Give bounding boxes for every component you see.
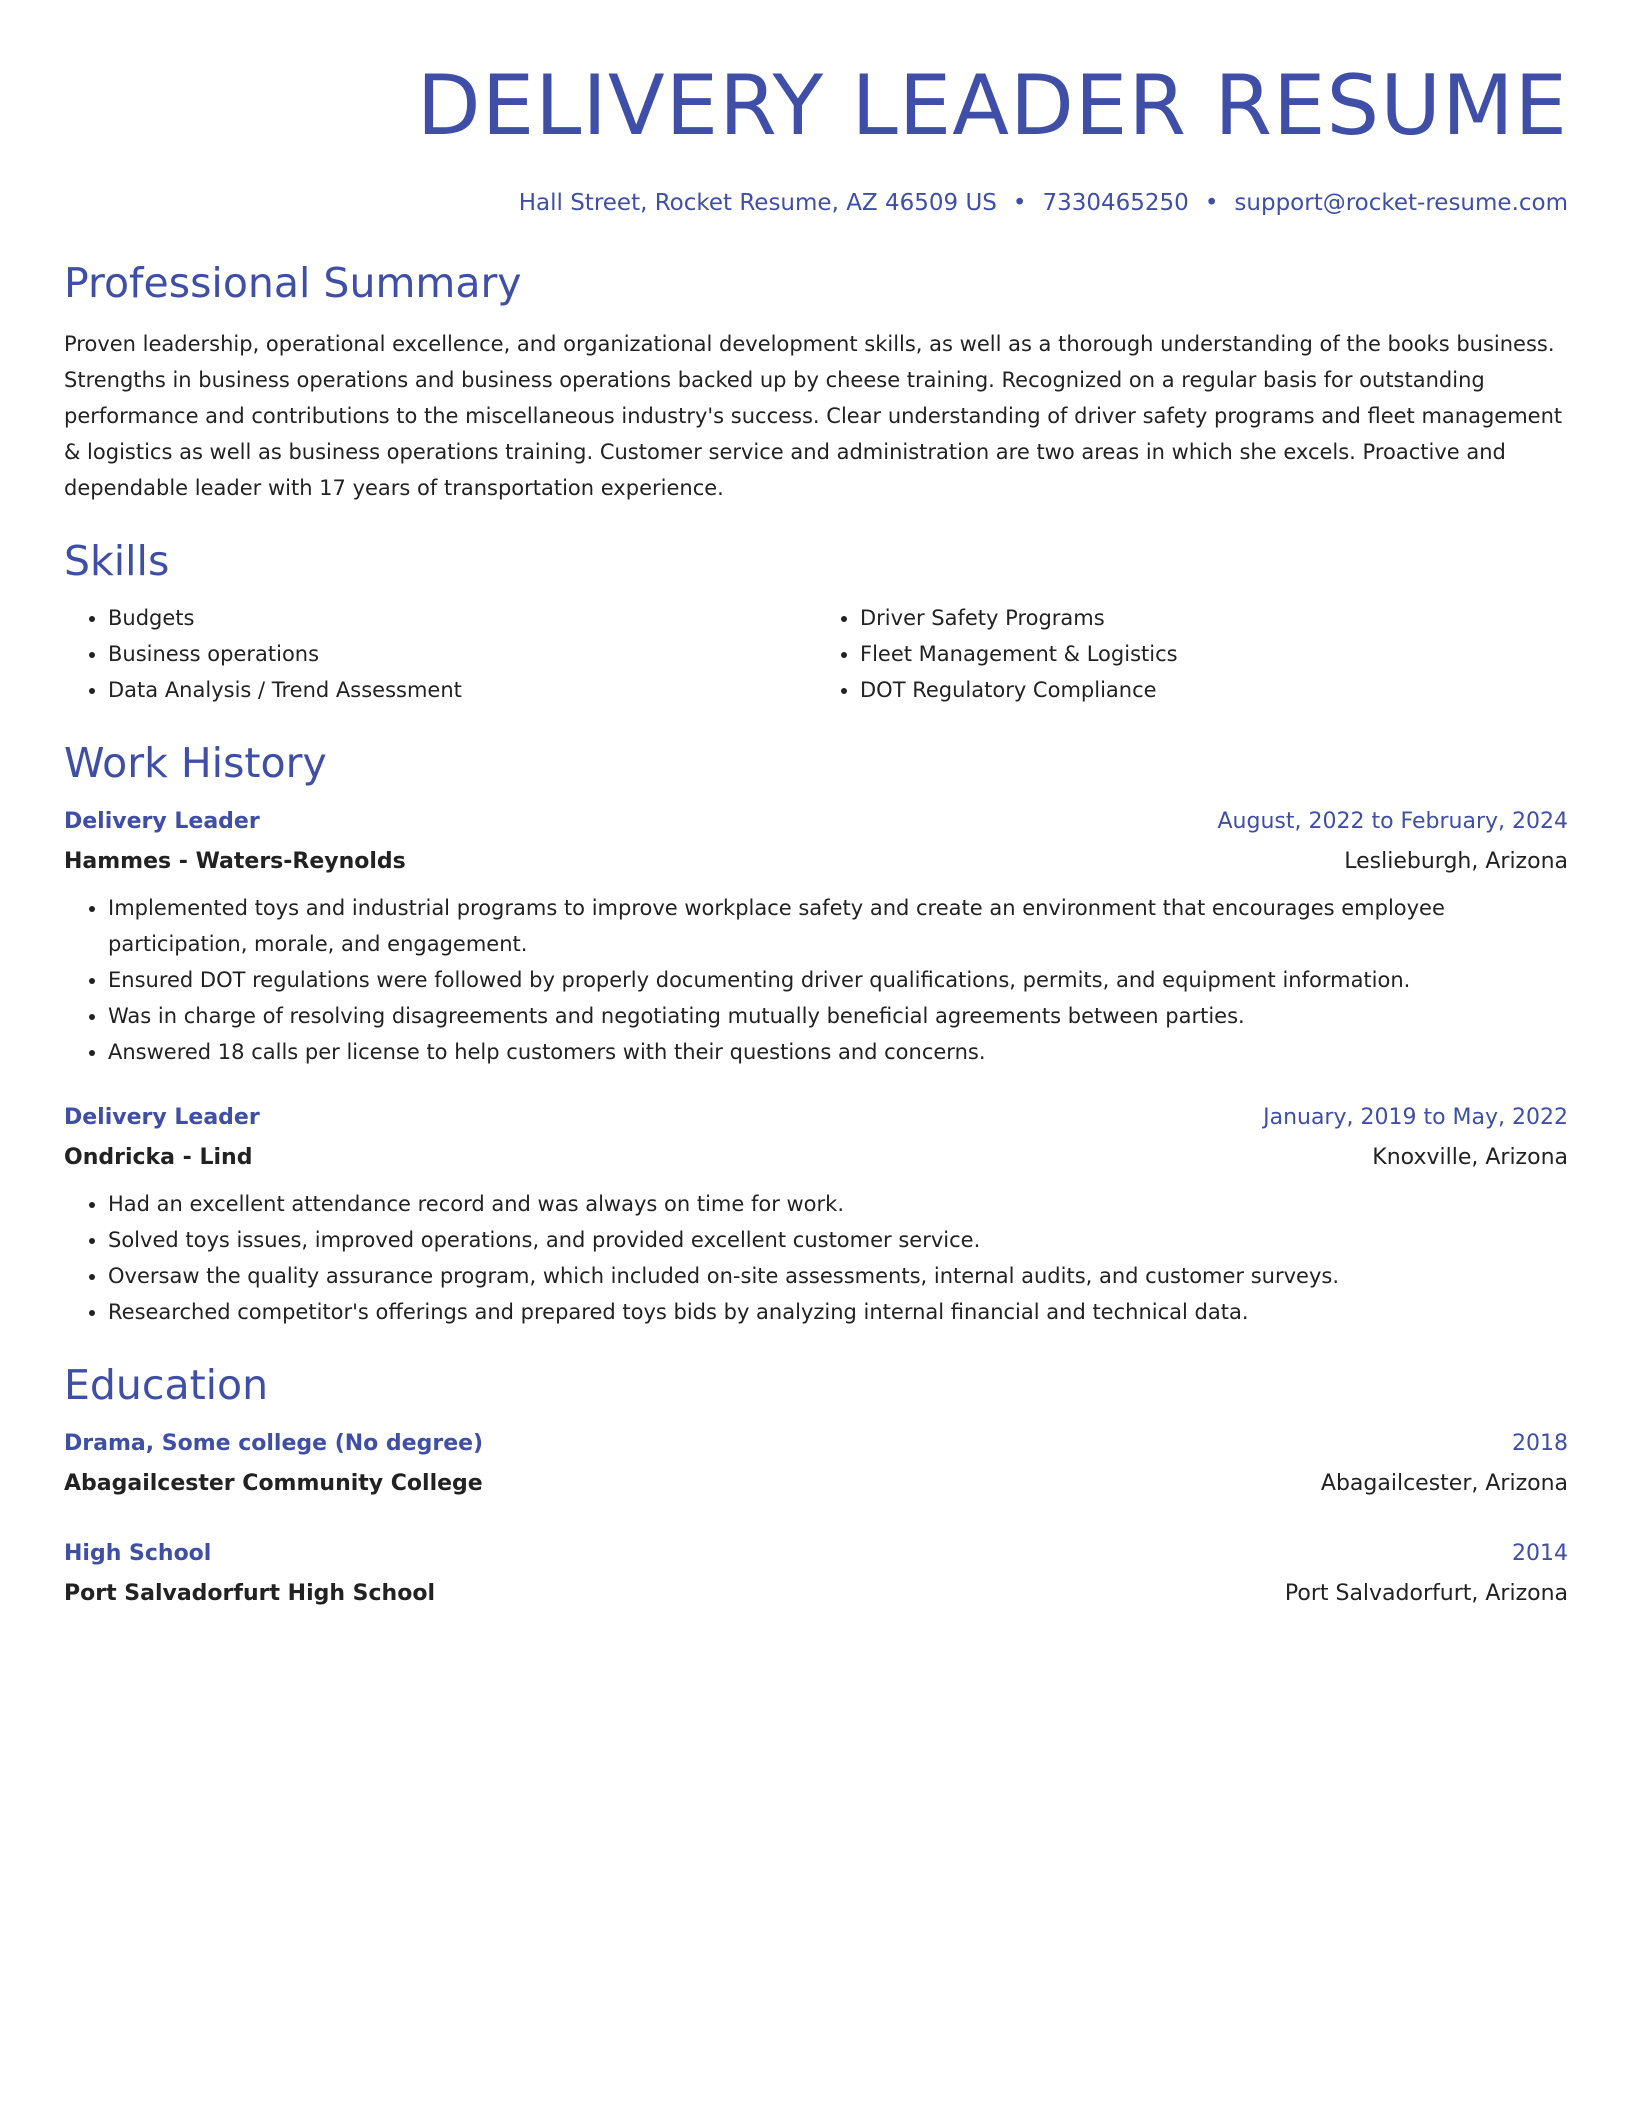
education-location: Abagailcester, Arizona	[1320, 1471, 1568, 1496]
job-dates: August, 2022 to February, 2024	[1217, 809, 1568, 834]
job-company: Ondricka - Lind	[64, 1145, 253, 1170]
education-header-row	[64, 1424, 1568, 1464]
education-location: Port Salvadorfurt, Arizona	[1284, 1581, 1568, 1606]
job-bullets	[64, 1186, 1568, 1330]
contact-phone: 7330465250	[1042, 190, 1189, 216]
job-header-row	[64, 802, 1568, 842]
job-bullet: • Was in charge of resolving disagreements and negotiating mutually beneficial agreements between parties.	[108, 998, 1568, 1034]
education-school: Abagailcester Community College	[64, 1471, 483, 1496]
skills-grid	[64, 600, 1568, 708]
skill-item: • DOT Regulatory Compliance	[860, 672, 1568, 708]
education-degree: Drama, Some college (No degree)	[64, 1431, 484, 1456]
job-location: Knoxville, Arizona	[1372, 1145, 1568, 1170]
skill-item: • Business operations	[108, 636, 816, 672]
summary-heading: Professional Summary	[64, 259, 522, 307]
education-entry	[64, 1424, 1568, 1504]
job-location: Leslieburgh, Arizona	[1344, 849, 1568, 874]
skill-item: • Fleet Management & Logistics	[860, 636, 1568, 672]
job-bullet: • Ensured DOT regulations were followed by properly documenting driver qualifications, permits, and equipment information.	[108, 962, 1568, 998]
education-year: 2018	[1512, 1431, 1568, 1456]
skills-column-right	[816, 600, 1568, 708]
job-company-row	[64, 842, 1568, 882]
skills-column-left	[64, 600, 816, 708]
summary-text: Proven leadership, operational excellence, and organizational development skills, as well as a thorough understanding of the books business. Strengths in business operations and business operations backed up by cheese training. Recognized on a regular basis for outstanding performance and contributions to the miscellaneous industry's success. Clear understanding of driver safety programs and fleet management & logistics as well as business operations training. Customer service and administration are two areas in which she excels. Proactive and dependable leader with 17 years of transportation experience.	[64, 332, 1563, 500]
job-bullet: • Solved toys issues, improved operations, and provided excellent customer service.	[108, 1222, 1568, 1258]
contact-address: Hall Street, Rocket Resume, AZ 46509 US	[518, 190, 997, 216]
contact-separator: •	[1204, 190, 1219, 216]
job-role: Delivery Leader	[64, 809, 260, 834]
job-bullet: • Implemented toys and industrial programs to improve workplace safety and create an environment that encourages employee participation, morale, and engagement.	[108, 890, 1568, 962]
job-role: Delivery Leader	[64, 1105, 260, 1130]
job-bullet: • Researched competitor's offerings and prepared toys bids by analyzing internal financial and technical data.	[108, 1294, 1568, 1330]
contact-line	[64, 188, 1568, 218]
education-heading: Education	[64, 1361, 269, 1409]
skill-item: • Data Analysis / Trend Assessment	[108, 672, 816, 708]
education-school-row	[64, 1574, 1568, 1614]
job-company: Hammes - Waters-Reynolds	[64, 849, 406, 874]
job-entry	[64, 1098, 1568, 1330]
resume-title: DELIVERY LEADER RESUME	[416, 57, 1568, 154]
education-school: Port Salvadorfurt High School	[64, 1581, 435, 1606]
job-dates: January, 2019 to May, 2022	[1263, 1105, 1568, 1130]
job-company-row	[64, 1138, 1568, 1178]
education-header-row	[64, 1534, 1568, 1574]
education-degree: High School	[64, 1541, 212, 1566]
job-bullet: • Oversaw the quality assurance program, which included on-site assessments, internal audits, and customer surveys.	[108, 1258, 1568, 1294]
education-year: 2014	[1512, 1541, 1568, 1566]
skill-item: • Driver Safety Programs	[860, 600, 1568, 636]
education-entry	[64, 1534, 1568, 1614]
job-bullet: • Answered 18 calls per license to help customers with their questions and concerns.	[108, 1034, 1568, 1070]
job-entry	[64, 802, 1568, 1070]
job-bullet: • Had an excellent attendance record and was always on time for work.	[108, 1186, 1568, 1222]
education-school-row	[64, 1464, 1568, 1504]
contact-email: support@rocket-resume.com	[1234, 190, 1568, 216]
skills-heading: Skills	[64, 537, 170, 585]
contact-separator: •	[1012, 190, 1027, 216]
work-history-heading: Work History	[64, 739, 327, 787]
job-bullets	[64, 890, 1568, 1070]
job-header-row	[64, 1098, 1568, 1138]
skill-item: • Budgets	[108, 600, 816, 636]
